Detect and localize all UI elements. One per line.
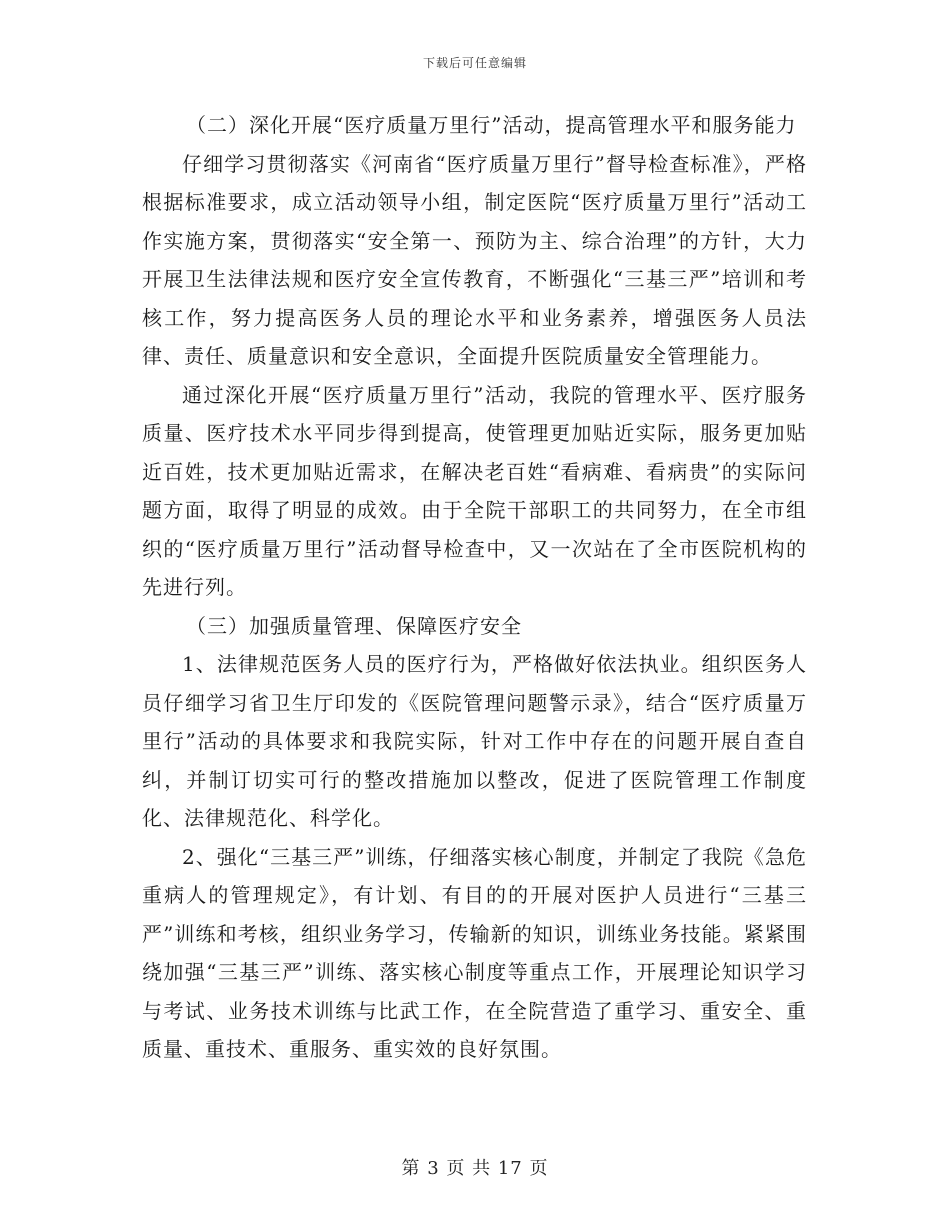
paragraph: 通过深化开展“医疗质量万里行”活动，我院的管理水平、医疗服务质量、医疗技术水平同步得到提高，使管理更加贴近实际，服务更加贴近百姓，技术更加贴近需求，在解决老百姓“看病难、看病贵”的实际问题方面，取得了明显的成效。由于全院干部职工的共同努力，在全市组织的“医疗质量万里行”活动督导检查中，又一次站在了全市医院机构的先进行列。: [142, 382, 807, 599]
paragraph: 2、强化“三基三严”训练，仔细落实核心制度，并制定了我院《急危重病人的管理规定》，有计划、有目的的开展对医护人员进行“三基三严”训练和考核，组织业务学习，传输新的知识，训练业务技能。紧紧围绕加强“三基三严”训练、落实核心制度等重点工作，开展理论知识学习与考试、业务技术训练与比武工作，在全院营造了重学习、重安全、重质量、重技术、重服务、重实效的良好氛围。: [142, 844, 807, 1061]
page-number: 第 3 页 共 17 页: [401, 1158, 549, 1179]
section-heading-2: （二）深化开展“医疗质量万里行”活动，提高管理水平和服务能力: [186, 113, 797, 137]
document-body: [142, 106, 807, 1069]
section-heading-3: （三）加强质量管理、保障医疗安全: [186, 613, 522, 638]
page-header: 下载后可任意编辑: [422, 56, 527, 70]
paragraph: 仔细学习贯彻落实《河南省“医疗质量万里行”督导检查标准》，严格根据标准要求，成立活动领导小组，制定医院“医疗质量万里行”活动工作实施方案，贯彻落实“安全第一、预防为主、综合治理”的方针，大力开展卫生法律法规和医疗安全宣传教育，不断强化“三基三严”培训和考核工作，努力提高医务人员的理论水平和业务素养，增强医务人员法律、责任、质量意识和安全意识，全面提升医院质量安全管理能力。: [142, 151, 807, 368]
paragraph: 1、法律规范医务人员的医疗行为，严格做好依法执业。组织医务人员仔细学习省卫生厅印发的《医院管理问题警示录》，结合“医疗质量万里行”活动的具体要求和我院实际，针对工作中存在的问题开展自查自纠，并制订切实可行的整改措施加以整改，促进了医院管理工作制度化、法律规范化、科学化。: [142, 652, 807, 830]
